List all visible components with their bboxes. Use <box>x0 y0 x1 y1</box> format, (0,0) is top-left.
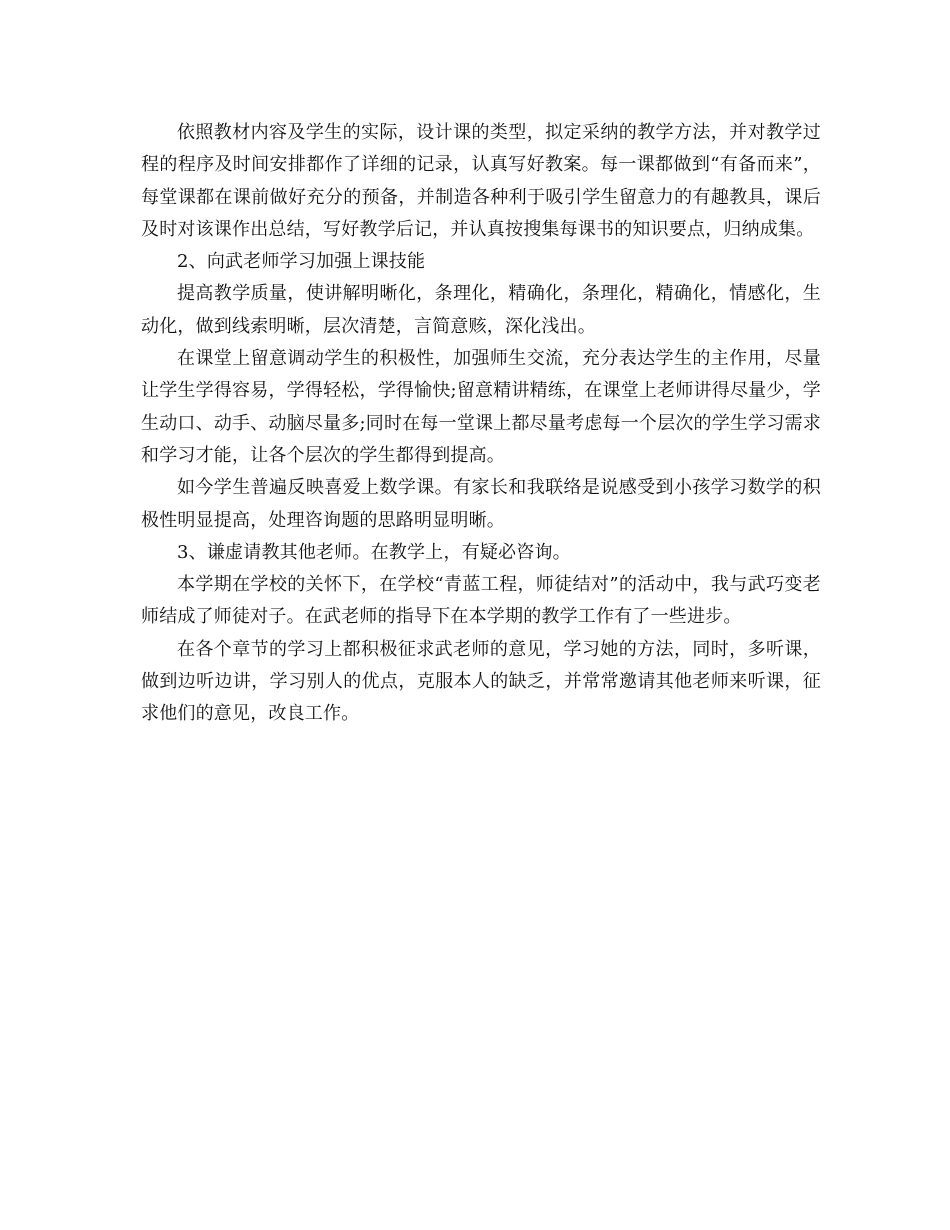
paragraph-mentorship: 本学期在学校的关怀下，在学校“青蓝工程，师徒结对”的活动中，我与武巧变老师结成了师徒对子。在武老师的指导下在本学期的教学工作有了一些进步。 <box>141 574 821 628</box>
paragraph-teaching-quality: 提高教学质量，使讲解明晰化，条理化，精确化，条理化，精确化，情感化，生动化，做到线索明晰，层次清楚，言简意赅，深化浅出。 <box>141 283 821 337</box>
heading-learn-from-teacher-wu: 2、向武老师学习加强上课技能 <box>177 251 426 273</box>
document-body <box>141 117 821 731</box>
heading-consult-other-teachers: 3、谦虚请教其他老师。在教学上，有疑必咨询。 <box>177 541 571 563</box>
paragraph-classroom-engagement: 在课堂上留意调动学生的积极性，加强师生交流，充分表达学生的主作用，尽量让学生学得容易，学得轻松，学得愉快;留意精讲精练，在课堂上老师讲得尽量少，学生动口、动手、动脑尽量多;同时在每一堂课上都尽量考虑每一个层次的学生学习需求和学习才能，让各个层次的学生都得到提高。 <box>141 348 821 466</box>
paragraph-seeking-advice: 在各个章节的学习上都积极征求武老师的意见，学习她的方法，同时，多听课，做到边听边讲，学习别人的优点，克服本人的缺乏，并常常邀请其他老师来听课，征求他们的意见，改良工作。 <box>141 638 821 725</box>
paragraph-student-feedback: 如今学生普遍反映喜爱上数学课。有家长和我联络是说感受到小孩学习数学的积极性明显提高，处理咨询题的思路明显明晰。 <box>141 477 821 531</box>
paragraph-lesson-preparation: 依照教材内容及学生的实际，设计课的类型，拟定采纳的教学方法，并对教学过程的程序及时间安排都作了详细的记录，认真写好教案。每一课都做到“有备而来”，每堂课都在课前做好充分的预备，并制造各种利于吸引学生留意力的有趣教具，课后及时对该课作出总结，写好教学后记，并认真按搜集每课书的知识要点，归纳成集。 <box>141 122 821 240</box>
